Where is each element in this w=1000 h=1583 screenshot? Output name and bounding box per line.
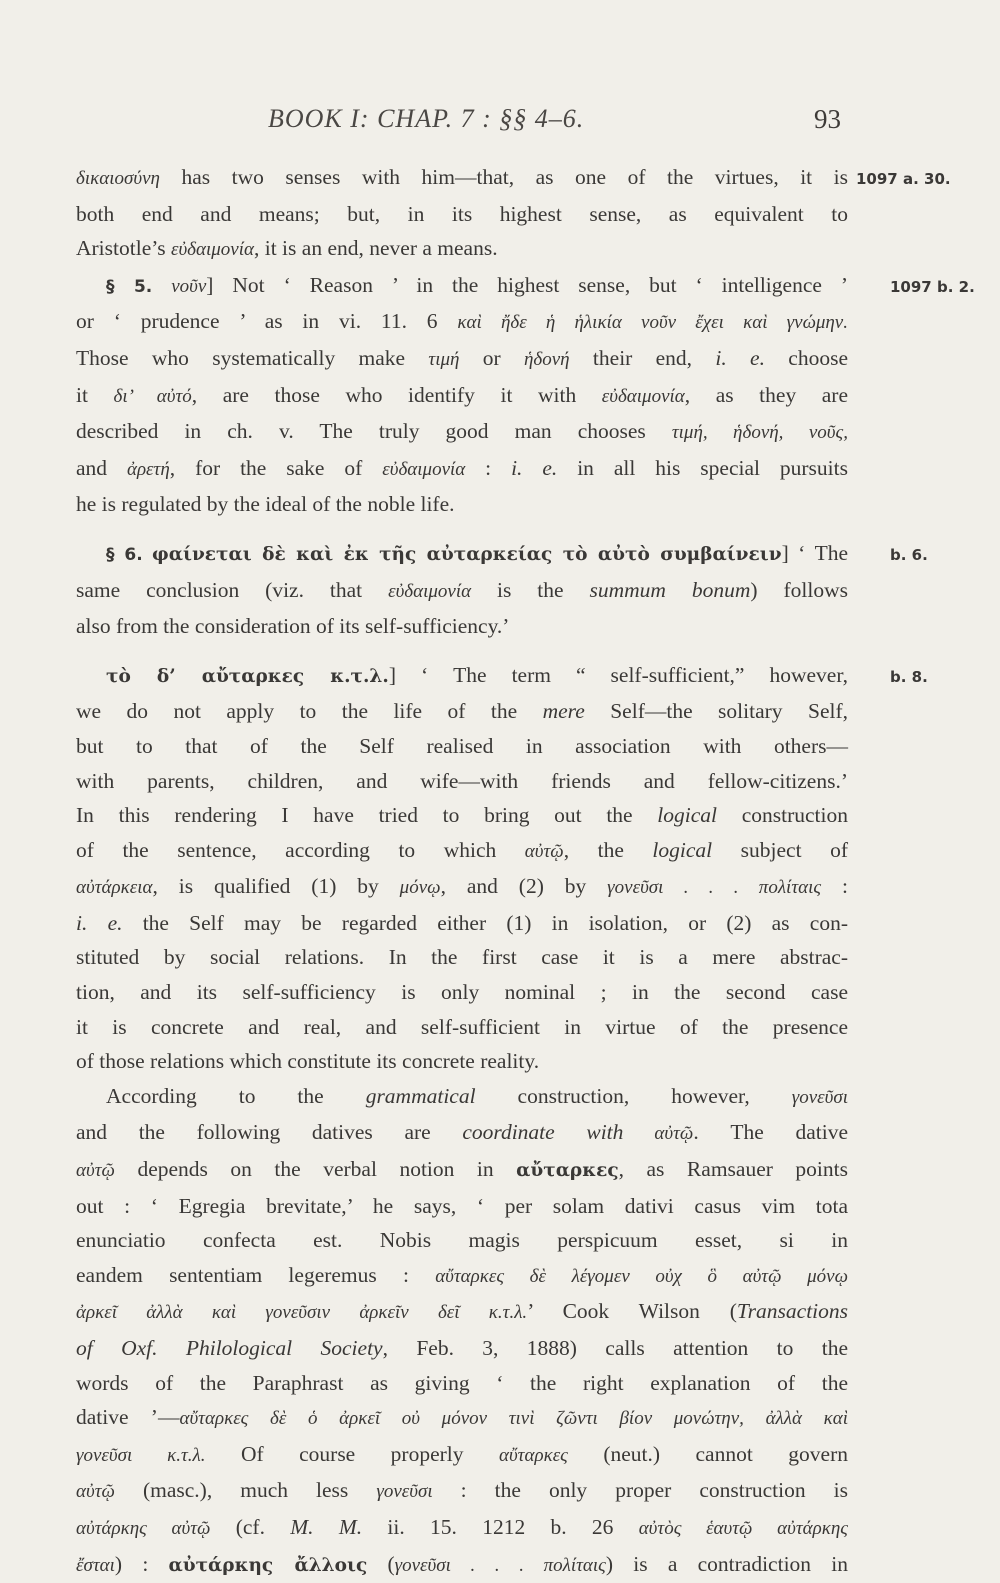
paragraph bbox=[76, 536, 928, 644]
text-line: it δι’ αὐτό, are those who identify it with εὐδαιμονία, as they are bbox=[76, 382, 849, 407]
text-line: enunciatio confecta est. Nobis magis perspicuum esset, si in bbox=[76, 1228, 848, 1253]
text-line: αὐτάρκης αὐτῷ (cf. M. M. ii. 15. 1212 b. 26 αὐτὸς ἑαυτῷ αὐτάρκης bbox=[76, 1514, 848, 1539]
running-head: BOOK I: CHAP. 7 : §§ 4–6. bbox=[268, 104, 585, 133]
text-line: of Oxf. Philological Society, Feb. 3, 1888) calls attention to the bbox=[76, 1336, 849, 1360]
text-line: δικαιοσύνη has two senses with him—that, as one of the virtues, it is 1097 a. 30. bbox=[76, 160, 848, 197]
text-line: both end and means; but, in its highest sense, as equivalent to bbox=[76, 201, 848, 226]
text-line: § 5. νοῦν] Not ‘ Reason ’ in the highest sense, but ‘ intelligence ’ 1097 b. 2. bbox=[76, 268, 848, 305]
text-line: of the sentence, according to which αὐτῷ, the logical subject of bbox=[76, 837, 848, 862]
lemma: τὸ δ’ αὔταρκες κ.τ.λ. bbox=[106, 665, 389, 687]
text-line: but to that of the Self realised in association with others— bbox=[76, 733, 848, 758]
text-line: of those relations which constitute its concrete reality. bbox=[76, 1049, 540, 1074]
margin-reference: 1097 b. 2. bbox=[890, 277, 975, 296]
text-line: γονεῦσι κ.τ.λ. Of course properly αὔταρκες (neut.) cannot govern bbox=[76, 1441, 848, 1466]
text-line: words of the Paraphrast as giving ‘ the right explanation of the bbox=[76, 1370, 848, 1395]
body-text bbox=[76, 160, 975, 1583]
paragraph bbox=[76, 658, 928, 1079]
text-line: also from the consideration of its self-sufficiency.’ bbox=[76, 614, 510, 639]
page-header bbox=[0, 104, 1000, 144]
text-line: tion, and its self-sufficiency is only nominal ; in the second case bbox=[76, 980, 848, 1005]
text-line: τὸ δ’ αὔταρκες κ.τ.λ.] ‘ The term “ self-sufficient,” however, b. 8. bbox=[76, 658, 848, 695]
text-line: Those who systematically make τιμή or ἡδονή their end, i. e. choose bbox=[76, 345, 848, 370]
text-line: Aristotle’s εὐδαιμονία, it is an end, never a means. bbox=[76, 236, 498, 261]
text-line: § 6. φαίνεται δὲ καὶ ἐκ τῆς αὐταρκείας τὸ αὐτὸ συμβαίνειν] ‘ The b. 6. bbox=[76, 536, 848, 573]
text-line: αὐτῷ depends on the verbal notion in αὔταρκες, as Ramsauer points bbox=[76, 1157, 848, 1182]
lemma: νοῦν bbox=[171, 275, 207, 297]
page-number: 93 bbox=[814, 104, 841, 134]
margin-reference: b. 8. bbox=[890, 667, 928, 686]
text-line: he is regulated by the ideal of the noble life. bbox=[76, 492, 455, 517]
section-mark: § 5. bbox=[106, 276, 153, 297]
text-line: with parents, children, and wife—with friends and fellow-citizens.’ bbox=[76, 768, 848, 793]
text-line: same conclusion (viz. that εὐδαιμονία is the summum bonum) follows bbox=[76, 577, 848, 602]
text-line: ἀρκεῖ ἀλλὰ καὶ γονεῦσιν ἀρκεῖν δεῖ κ.τ.λ.’ Cook Wilson (Transactions bbox=[76, 1299, 849, 1324]
margin-reference: b. 6. bbox=[890, 545, 928, 564]
text-line: we do not apply to the life of the mere Self—the solitary Self, bbox=[76, 699, 848, 724]
lemma: φαίνεται δὲ καὶ ἐκ τῆς αὐταρκείας τὸ αὐτὸ συμβαίνειν bbox=[152, 543, 782, 565]
text-line: According to the grammatical construction, however, γονεῦσι bbox=[106, 1083, 848, 1108]
text-line: it is concrete and real, and self-sufficient in virtue of the presence bbox=[76, 1014, 848, 1039]
text-line: stituted by social relations. In the first case it is a mere abstrac- bbox=[76, 945, 848, 970]
text-line: ἔσται) : αὐτάρκης ἄλλοις (γονεῦσι . . . πολίταις) is a contradiction in bbox=[76, 1551, 848, 1576]
text-line: αὐτάρκεια, is qualified (1) by μόνῳ, and (2) by γονεῦσι . . . πολίταις : bbox=[76, 874, 848, 899]
text-line: dative ’—αὔταρκες δὲ ὁ ἀρκεῖ οὐ μόνον τινὶ ζῶντι βίον μονώτην, ἀλλὰ καὶ bbox=[76, 1405, 848, 1430]
paragraph bbox=[76, 1079, 848, 1583]
paragraph bbox=[76, 268, 975, 522]
section-mark: § 6. bbox=[106, 544, 143, 565]
text-line: and the following datives are coordinate with αὐτῷ. The dative bbox=[76, 1120, 848, 1145]
text-line: and ἀρετή, for the sake of εὐδαιμονία : i. e. in all his special pursuits bbox=[76, 455, 848, 480]
text-line: In this rendering I have tried to bring out the logical construction bbox=[76, 803, 848, 828]
text-line: or ‘ prudence ’ as in vi. 11. 6 καὶ ἤδε ἡ ἡλικία νοῦν ἔχει καὶ γνώμην. bbox=[76, 309, 848, 334]
text-line: described in ch. v. The truly good man chooses τιμή, ἡδονή, νοῦς, bbox=[76, 419, 848, 444]
margin-reference: 1097 a. 30. bbox=[856, 170, 951, 188]
text-line: i. e. the Self may be regarded either (1) in isolation, or (2) as con- bbox=[76, 910, 848, 935]
text-line: out : ‘ Egregia brevitate,’ he says, ‘ per solam dativi casus vim tota bbox=[76, 1193, 848, 1218]
text-line: eandem sententiam legeremus : αὔταρκες δὲ λέγομεν οὐχ ὃ αὐτῷ μόνῳ bbox=[76, 1262, 848, 1287]
paragraph bbox=[76, 160, 951, 268]
text-line: αὐτῷ (masc.), much less γονεῦσι : the only proper construction is bbox=[76, 1478, 849, 1503]
